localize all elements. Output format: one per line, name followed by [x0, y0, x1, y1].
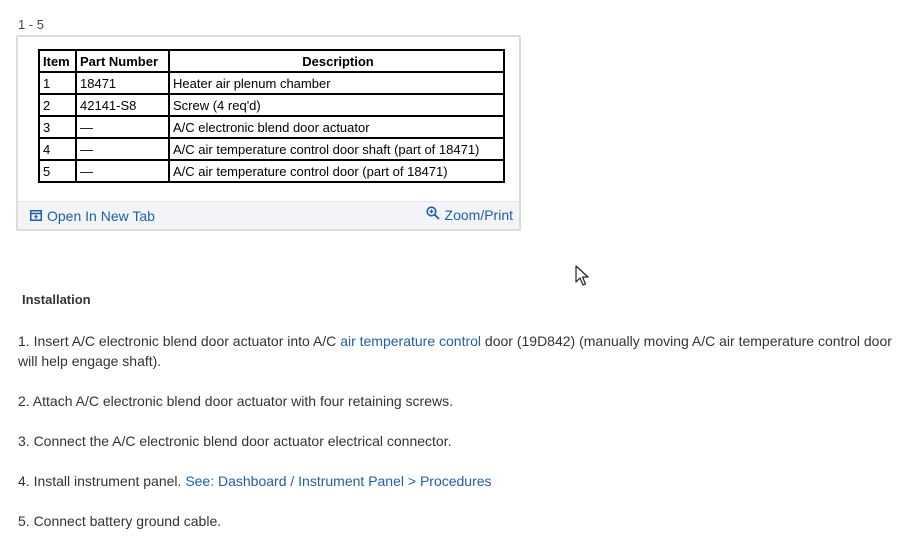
instrument-panel-procedures-link[interactable]: See: Dashboard / Instrument Panel > Procedures — [185, 473, 492, 489]
step-1-text-after: door (19D842) (manually moving A/C air temperature control door will help engage shaft). — [18, 333, 892, 369]
table-row — [39, 160, 504, 182]
cell-description: Heater air plenum chamber — [169, 72, 504, 94]
table-row — [39, 94, 504, 116]
table-row — [39, 116, 504, 138]
cell-description: A/C air temperature control door (part of 18471) — [169, 160, 504, 182]
cell-part-number: — — [76, 160, 169, 182]
installation-step-1 — [18, 331, 893, 371]
cell-part-number: — — [76, 116, 169, 138]
installation-step-2: 2. Attach A/C electronic blend door actuator with four retaining screws. — [18, 393, 454, 409]
open-new-tab-icon — [30, 208, 42, 224]
installation-step-4 — [18, 471, 893, 491]
cell-part-number: 42141-S8 — [76, 94, 169, 116]
cell-item: 4 — [39, 138, 76, 160]
step-4-text-before: 4. Install instrument panel. — [18, 473, 186, 489]
open-in-new-tab-label: Open In New Tab — [47, 208, 155, 224]
installation-step-5: 5. Connect battery ground cable. — [18, 513, 222, 529]
cell-item: 3 — [39, 116, 76, 138]
parts-figure — [16, 35, 521, 231]
installation-heading: Installation — [22, 292, 91, 307]
open-in-new-tab-link[interactable] — [30, 208, 155, 224]
cell-part-number: — — [76, 138, 169, 160]
figure-range-label: 1 - 5 — [18, 17, 45, 32]
cell-description: Screw (4 req'd) — [169, 94, 504, 116]
cell-part-number: 18471 — [76, 72, 169, 94]
zoom-print-label: Zoom/Print — [444, 206, 513, 223]
zoom-in-icon — [426, 206, 440, 223]
zoom-print-link[interactable] — [426, 206, 513, 223]
figure-footer — [18, 201, 519, 229]
header-description: Description — [169, 50, 504, 72]
installation-step-3: 3. Connect the A/C electronic blend door actuator electrical connector. — [18, 433, 452, 449]
table-header-row — [39, 50, 504, 72]
cell-item: 2 — [39, 94, 76, 116]
cell-item: 1 — [39, 72, 76, 94]
cell-description: A/C electronic blend door actuator — [169, 116, 504, 138]
cell-item: 5 — [39, 160, 76, 182]
parts-table — [38, 49, 505, 183]
mouse-cursor-icon — [575, 265, 589, 292]
cell-description: A/C air temperature control door shaft (part of 18471) — [169, 138, 504, 160]
table-row — [39, 138, 504, 160]
header-part-number: Part Number — [76, 50, 169, 72]
air-temperature-control-link[interactable]: air temperature control — [340, 333, 482, 349]
table-row — [39, 72, 504, 94]
header-item: Item — [39, 50, 76, 72]
step-1-text-before: 1. Insert A/C electronic blend door actuator into A/C — [18, 333, 341, 349]
